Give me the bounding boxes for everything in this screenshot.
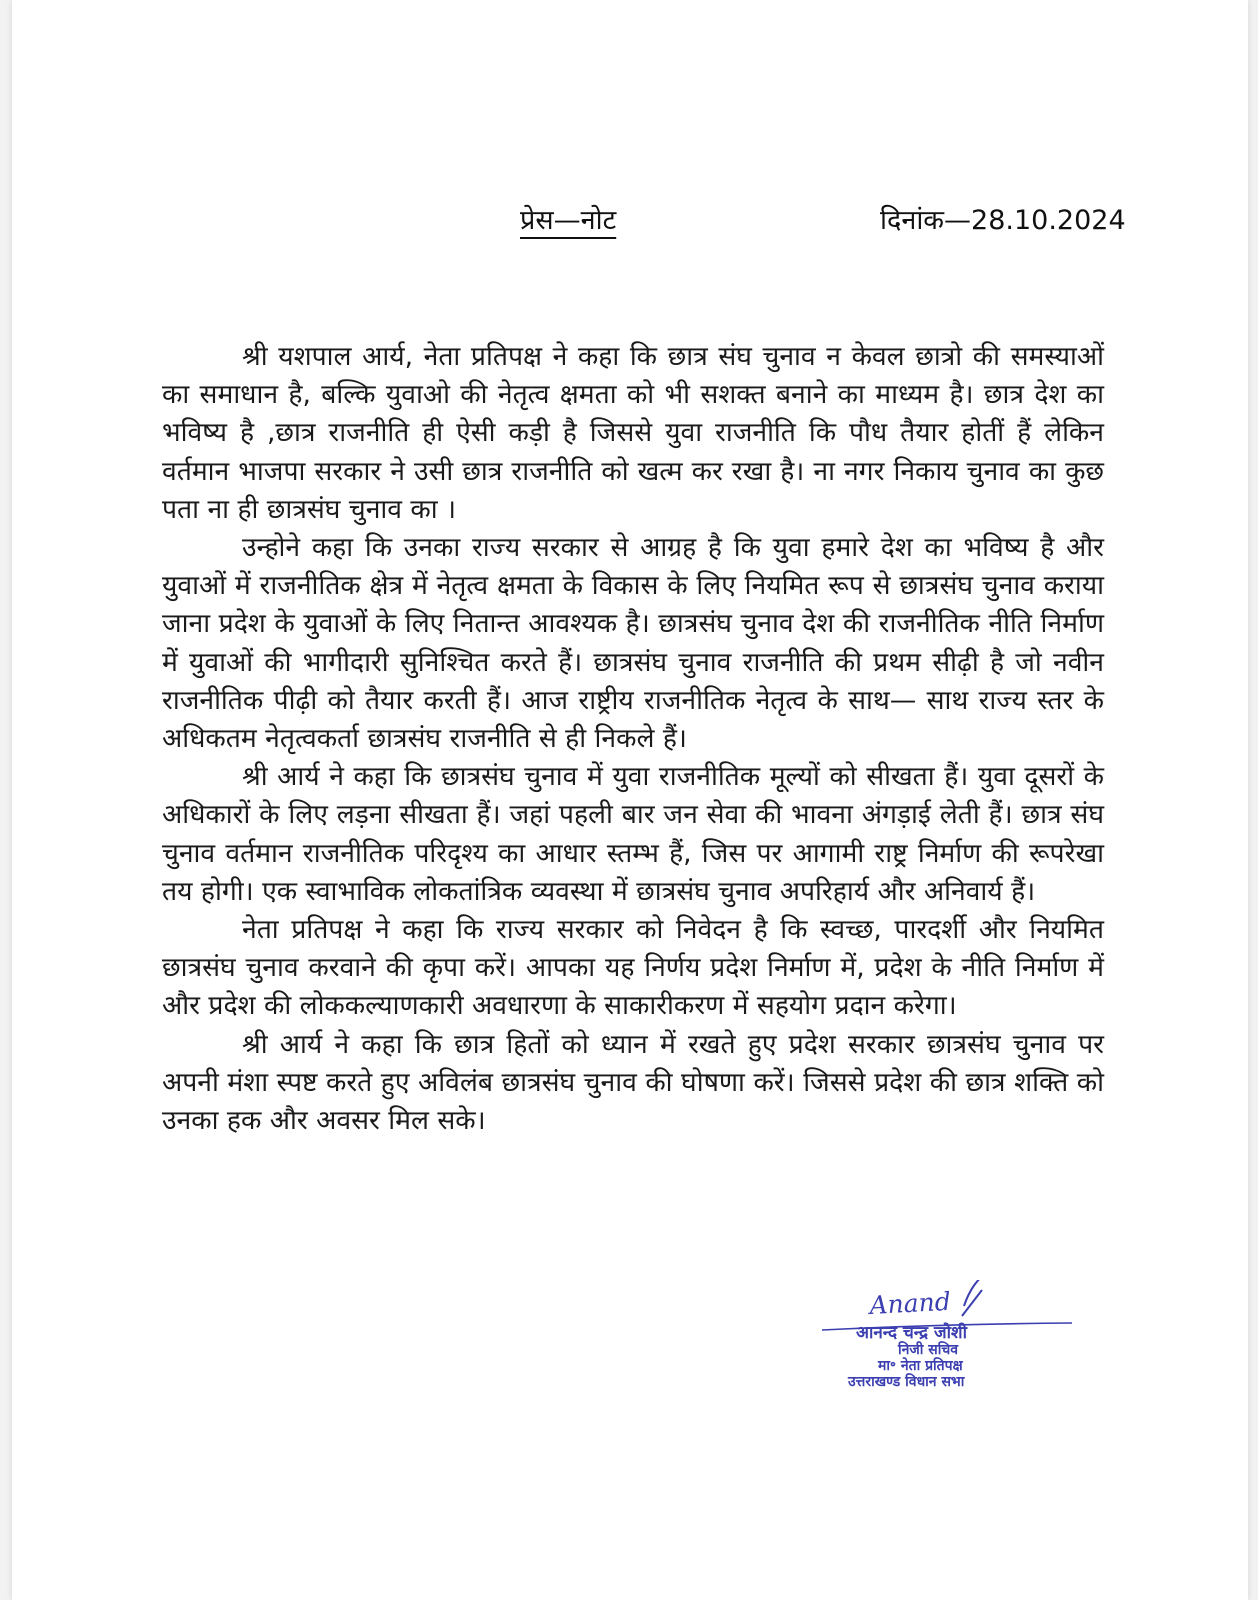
signatory-name: आनन्द चन्द्र जोशी (856, 1323, 967, 1343)
document-title: प्रेस—नोट (520, 205, 617, 236)
paragraph-3: श्री आर्य ने कहा कि छात्रसंघ चुनाव में युवा राजनीतिक मूल्यों को सीखता हैं। युवा दूसरों के अधिकारों के लिए लड़ना सीखता हैं। जहां पहली बार जन सेवा की भावना अंगड़ाई लेती हैं। छात्र संघ चुनाव वर्तमान राजनीतिक परिदृश्य का आधार स्तम्भ हैं, जिस पर आगामी राष्ट्र निर्माण की रूपरेखा तय होगी। एक स्वाभाविक लोकतांत्रिक व्यवस्था में छात्रसंघ चुनाव अपरिहार्य और अनिवार्य हैं। (162, 761, 1104, 907)
document-date: दिनांक—28.10.2024 (880, 205, 1126, 236)
paragraph-4: नेता प्रतिपक्ष ने कहा कि राज्य सरकार को निवेदन है कि स्वच्छ, पारदर्शी और नियमित छात्रसंघ चुनाव करवाने की कृपा करें। आपका यह निर्णय प्रदेश निर्माण में, प्रदेश के नीति निर्माण में और प्रदेश की लोककल्याणकारी अवधारणा के साकारीकरण में सहयोग प्रदान करेगा। (162, 914, 1104, 1022)
signatory-office: मा॰ नेता प्रतिपक्ष (878, 1358, 963, 1374)
paragraph-2: उन्होने कहा कि उनका राज्य सरकार से आग्रह है कि युवा हमारे देश का भविष्य है और युवाओं में राजनीतिक क्षेत्र में नेतृत्व क्षमता के विकास के लिए नियमित रूप से छात्रसंघ चुनाव कराया जाना प्रदेश के युवाओं के लिए नितान्त आवश्यक है। छात्रसंघ चुनाव देश की राजनीतिक नीति निर्माण में युवाओं की भागीदारी सुनिश्चित करते हैं। छात्रसंघ चुनाव राजनीति की प्रथम सीढ़ी है जो नवीन राजनीतिक पीढ़ी को तैयार करती हैं। आज राष्ट्रीय राजनीतिक नेतृत्व के साथ— साथ राज्य स्तर के अधिकतम नेतृत्वकर्ता छात्रसंघ राजनीति से ही निकले हैं। (162, 532, 1104, 755)
signatory-organisation: उत्तराखण्ड विधान सभा (848, 1374, 965, 1390)
paragraph-1: श्री यशपाल आर्य, नेता प्रतिपक्ष ने कहा कि छात्र संघ चुनाव न केवल छात्रो की समस्याओं का समाधान है, बल्कि युवाओ की नेतृत्व क्षमता को भी सशक्त बनाने का माध्यम है। छात्र देश का भविष्य है ,छात्र राजनीति ही ऐसी कड़ी है जिससे युवा राजनीति कि पौध तैयार होतीं हैं लेकिन वर्तमान भाजपा सरकार ने उसी छात्र राजनीति को खत्म कर रखा है। ना नगर निकाय चुनाव का कुछ पता ना ही छात्रसंघ चुनाव का । (162, 341, 1104, 525)
signatory-designation: निजी सचिव (898, 1342, 959, 1358)
paragraph-5: श्री आर्य ने कहा कि छात्र हितों को ध्यान में रखते हुए प्रदेश सरकार छात्रसंघ चुनाव पर अपनी मंशा स्पष्ट करते हुए अविलंब छात्रसंघ चुनाव की घोषणा करें। जिससे प्रदेश की छात्र शक्ति को उनका हक और अवसर मिल सके। (162, 1028, 1104, 1137)
handwritten-signature: Anand (868, 1286, 952, 1320)
press-note-page (12, 0, 1248, 1600)
press-note-body (162, 338, 1104, 1140)
signature-stamp (812, 1280, 1112, 1400)
